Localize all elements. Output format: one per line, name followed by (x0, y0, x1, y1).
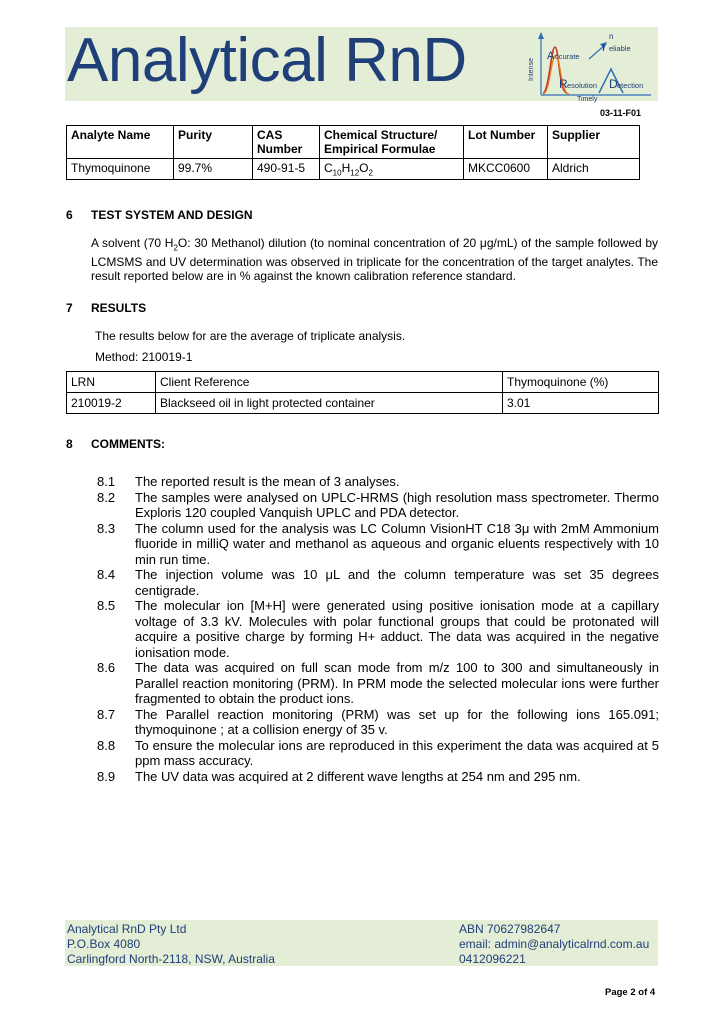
header-supplier: Supplier (548, 126, 640, 159)
formula-c: C (324, 161, 333, 175)
comment-text: The injection volume was 10 μL and the column temperature was set 35 degrees centigrade. (135, 567, 659, 598)
comment-text: The molecular ion [M+H] were generated using positive ionisation mode at a capillary voltage of 3.3 kV. Molecules with polar functional groups that could be protonated will acquire a positive charge by forming H+ adduct. The data was acquired in the negative ionisation mode. (135, 598, 659, 660)
header-purity: Purity (174, 126, 253, 159)
section-7-heading (66, 301, 146, 315)
footer-address: Carlingford North-2118, NSW, Australia (67, 952, 275, 966)
formula-c-sub: 10 (332, 168, 342, 178)
cell-client-reference: Blackseed oil in light protected container (156, 393, 503, 414)
cell-analyte-name: Thymoquinone (67, 159, 174, 180)
comment-number: 8.8 (97, 737, 116, 753)
list-item (97, 521, 659, 568)
results-intro: The results below for are the average of triplicate analysis. (95, 329, 406, 343)
logo-superscript-n: n (609, 32, 614, 41)
comment-text: The column used for the analysis was LC Column VisionHT C18 3μ with 2mM Ammonium fluoride in milliQ water and methanol as aqueous and organic eluents respectively with 10 min run time. (135, 520, 659, 567)
comment-number: 8.9 (97, 768, 116, 784)
section-6-number: 6 (66, 208, 73, 222)
header-analyte-name: Analyte Name (67, 126, 174, 159)
list-item (97, 474, 659, 490)
section-6-heading (66, 208, 253, 222)
comment-number: 8.5 (97, 598, 116, 613)
section-8-number: 8 (66, 437, 73, 451)
logo-resolution-initial: R (559, 77, 568, 91)
cell-formula (320, 159, 464, 180)
list-item (97, 660, 659, 707)
footer-email[interactable]: email: admin@analyticalrnd.com.au (459, 937, 650, 951)
comment-number: 8.6 (97, 660, 116, 675)
header-cas-number: CAS Number (253, 126, 320, 159)
comment-text: The UV data was acquired at 2 different wave lengths at 254 nm and 295 nm. (135, 768, 581, 784)
analyte-table-header-row (67, 126, 640, 159)
comment-text: The samples were analysed on UPLC-HRMS (high resolution mass spectrometer. Thermo Exploris 120 coupled Vanquish UPLC and PDA detector. (135, 489, 659, 520)
list-item (97, 490, 659, 521)
list-item (97, 769, 659, 785)
table-row (67, 393, 659, 414)
cell-cas: 490-91-5 (253, 159, 320, 180)
table-row (67, 159, 640, 180)
footer-left (67, 922, 275, 967)
cell-purity: 99.7% (174, 159, 253, 180)
header-thymoquinone: Thymoquinone (%) (503, 372, 659, 393)
header-chemical-structure: Chemical Structure/ Empirical Formulae (320, 126, 464, 159)
section-6-text-post: O: 30 Methanol) dilution (to nominal concentration of 20 μg/mL) of the sample followed by LCMSMS and UV determination was observed in triplicate for the concentration of the target analytes. The result reported below are in % against the known calibration reference standard. (91, 236, 659, 284)
formula-o: O (359, 161, 369, 175)
comment-text: The Parallel reaction monitoring (PRM) was set up for the following ions 165.091; thymoquinone ; at a collision energy of 35 v. (135, 706, 659, 737)
section-6-text-pre: A solvent (70 H (91, 236, 174, 250)
logo-detection-text: etection (617, 81, 644, 90)
section-7-number: 7 (66, 301, 73, 315)
results-table (66, 371, 659, 414)
logo-detection-initial: D (609, 77, 618, 91)
header-banner (65, 27, 658, 101)
section-6-title: TEST SYSTEM AND DESIGN (91, 208, 253, 222)
list-item (97, 598, 659, 660)
footer-phone: 0412096221 (459, 952, 526, 966)
company-logo (528, 29, 657, 103)
section-6-text-sub: 2 (173, 243, 178, 253)
results-method: Method: 210019-1 (95, 350, 193, 364)
header-lrn: LRN (67, 372, 156, 393)
footer-po-box: P.O.Box 4080 (67, 937, 141, 951)
comments-list (97, 474, 659, 784)
logo-resolution-text: esolution (567, 81, 598, 90)
cell-thymoquinone: 3.01 (503, 393, 659, 414)
formula-o-sub: 2 (368, 168, 373, 178)
comment-number: 8.3 (97, 520, 116, 536)
section-7-title: RESULTS (91, 301, 147, 315)
list-item (97, 707, 659, 738)
comment-text: The data was acquired on full scan mode from m/z 100 to 300 and simultaneously in Parallel reaction monitoring (PRM). In PRM mode the selected molecular ions were further fragmented to obtain the product ions. (135, 660, 659, 706)
footer-right (459, 922, 649, 967)
results-table-header-row (67, 372, 659, 393)
formula-h-sub: 12 (350, 168, 360, 178)
cell-lot: MKCC0600 (464, 159, 548, 180)
form-code: 03-11-F01 (600, 108, 642, 118)
logo-accurate-text: ccurate (555, 52, 580, 61)
logo-accurate-initial: A (547, 50, 555, 62)
section-8-heading (66, 437, 165, 451)
comment-number: 8.7 (97, 706, 116, 722)
comment-text: To ensure the molecular ions are reproduced in this experiment the data was acquired at 5 ppm mass accuracy. (135, 737, 659, 768)
logo-reliable-initial: r (602, 39, 607, 54)
logo-reliable-text: eliable (609, 44, 631, 53)
cell-supplier: Aldrich (548, 159, 640, 180)
header-client-reference: Client Reference (156, 372, 503, 393)
formula-h: H (341, 161, 351, 175)
comment-number: 8.2 (97, 489, 116, 505)
logo-y-arrow (538, 32, 544, 39)
comment-number: 8.1 (97, 474, 116, 489)
header-lot-number: Lot Number (464, 126, 548, 159)
section-8-title: COMMENTS: (91, 437, 165, 451)
footer (65, 920, 658, 966)
footer-abn: ABN 70627982647 (459, 922, 561, 936)
section-6-text (91, 236, 658, 283)
brand-title: Analytical RnD (67, 26, 467, 95)
comment-number: 8.4 (97, 567, 116, 582)
cell-lrn: 210019-2 (67, 393, 156, 414)
comment-text: The reported result is the mean of 3 analyses. (135, 474, 400, 489)
analyte-table (66, 125, 640, 180)
logo-intense-text: Intense (528, 58, 535, 81)
list-item (97, 738, 659, 769)
footer-company: Analytical RnD Pty Ltd (67, 922, 187, 936)
logo-timely-text: Timely (577, 96, 598, 103)
page-number: Page 2 of 4 (605, 987, 656, 998)
list-item (97, 567, 659, 598)
